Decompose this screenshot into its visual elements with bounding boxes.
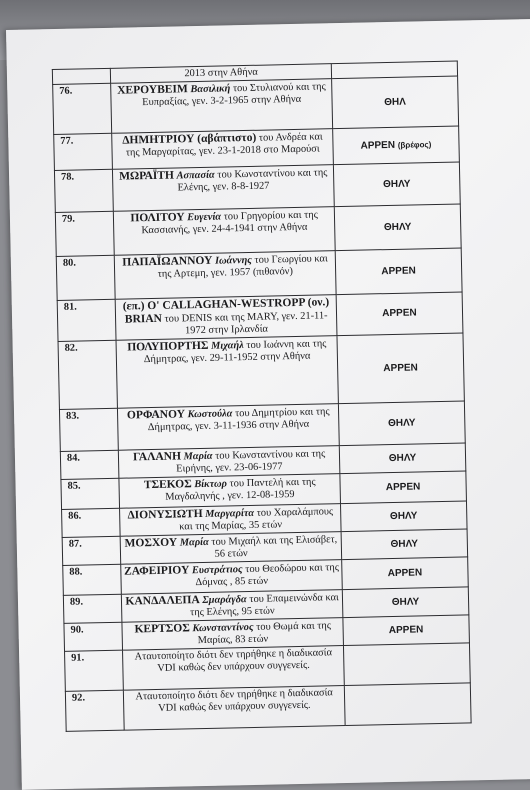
row-description xyxy=(112,129,333,170)
details: του Παντελή και της Μαγδαληνής , γεν. 12-08-1959 xyxy=(165,476,316,503)
given-name: Βασιλική xyxy=(190,83,231,96)
row-number xyxy=(55,211,114,256)
surname: ΚΕΡΤΣΟΣ xyxy=(134,622,190,636)
row-sex xyxy=(341,529,468,560)
row-number xyxy=(62,536,121,565)
row-number xyxy=(57,299,116,341)
row-number xyxy=(62,508,121,537)
sex-text: ΘΗΛΥ xyxy=(387,417,416,429)
sex-text: ΘΗΛΥ xyxy=(389,509,418,522)
details: του Μιχαήλ και της Ελισάβετ, 56 ετών xyxy=(211,534,338,560)
row-sex xyxy=(333,162,460,207)
table-row xyxy=(58,333,464,409)
surname: ΖΑΦΕΙΡΙΟΥ xyxy=(123,564,190,578)
row-sex xyxy=(335,248,462,295)
document-page xyxy=(6,19,530,790)
sex-text: ΑΡΡΕΝ xyxy=(387,566,423,579)
row-number-text: 85. xyxy=(67,480,81,492)
row-number-text: 88. xyxy=(69,566,83,578)
row-description xyxy=(111,79,332,134)
sex-text: ΑΡΡΕΝ xyxy=(360,139,396,152)
details: του Γεωργίου και της Αρτεμη, γεν. 1957 (πιθανόν) xyxy=(157,253,328,280)
given-name: Κωνσταντίνος xyxy=(192,621,254,635)
details: του Επαμεινώνδα και της Ελένης, 95 ετών xyxy=(189,592,339,619)
row-sex xyxy=(338,401,465,446)
given-name: Μιχαήλ xyxy=(210,340,244,352)
given-name: Ευγενία xyxy=(187,211,222,224)
details: του Χαραλάμπους και της Μαρίας, 35 ετών xyxy=(179,506,334,533)
row-sex xyxy=(342,587,469,618)
given-name: Ευστράτιος xyxy=(191,564,243,577)
sex-text: ΑΡΡΕΝ xyxy=(385,480,421,493)
row-number xyxy=(65,650,124,691)
details: του Γρηγορίου και της Κασσιανής, γεν. 24-4-1941 στην Αθήνα xyxy=(141,209,318,237)
row-number xyxy=(63,564,122,595)
row-number-text: 87. xyxy=(68,538,82,550)
sex-text: ΑΡΡΕΝ xyxy=(388,623,424,636)
row-number-text: 84. xyxy=(66,452,81,464)
surname: ΠΟΛΙΤΟΥ xyxy=(130,211,185,225)
table-body xyxy=(52,61,471,731)
row-number-text: 92. xyxy=(71,692,86,704)
row-number-text: 78. xyxy=(60,171,75,183)
row-sex xyxy=(343,615,470,646)
given-name: Μαρία xyxy=(179,536,209,549)
row-description xyxy=(116,295,337,341)
details: του Στυλιανού και της Ευπραξίας, γεν. 3-2-1965 στην Αθήνα xyxy=(142,81,326,109)
details: Αταυτοποίητο διότι δεν τηρήθηκε η διαδικασία VDI καθώς δεν υπάρχουν συγγενείς. xyxy=(134,647,333,674)
surname: ΔΗΜΗΤΡΙΟΥ (αβάπτιστο) xyxy=(122,131,257,147)
row-number-text: 77. xyxy=(60,135,74,147)
details: του Θωμά και της Μαρίας, 83 ετών xyxy=(197,620,332,647)
surname: (επ.) Ο' CALLAGHAN-WESTROPP (ον.) BRIAN xyxy=(122,296,330,326)
row-number xyxy=(58,340,118,409)
surname: ΔΙΟΝΥΣΙΩΤΗ xyxy=(127,507,203,522)
row-description xyxy=(113,165,334,212)
details: Αταυτοποίητο διότι δεν τηρήθηκε η διαδικασία VDI καθώς δεν υπάρχουν συγγενείς. xyxy=(135,687,333,714)
given-name: Κωστούλα xyxy=(187,408,233,421)
surname: ΜΩΡΑΪΤΗ xyxy=(119,169,175,183)
details: του Θεοδώρου και της Δόμνας , 85 ετών xyxy=(195,562,340,589)
surname: ΠΟΛΥΠΟΡΤΗΣ xyxy=(127,339,209,354)
table-row xyxy=(53,76,459,134)
surname: ΠΑΠΑΪΩΑΝΝΟΥ xyxy=(122,254,213,269)
row-sex xyxy=(340,501,467,532)
details: του Ιωάννη και της Δήμητρας, γεν. 29-11-1952 στην Αθήνα xyxy=(143,338,327,366)
row-description xyxy=(124,686,345,731)
given-name: Μαργαρίτα xyxy=(205,507,255,520)
row-number xyxy=(56,255,115,300)
row-number-text: 86. xyxy=(68,510,82,522)
row-sex xyxy=(337,333,465,404)
sex-text: ΘΗΛΥ xyxy=(382,178,411,190)
sex-note: (βρέφος) xyxy=(397,139,432,150)
row-number xyxy=(64,622,123,651)
row-sex xyxy=(336,292,463,336)
row-number-text: 90. xyxy=(70,624,84,636)
details: του Κωνσταντίνου και της Ελένης, γεν. 8-8-1927 xyxy=(177,167,328,194)
row-number-text: 80. xyxy=(62,257,77,269)
table-row xyxy=(65,683,471,731)
sex-text: ΑΡΡΕΝ xyxy=(383,361,418,374)
victims-table xyxy=(52,61,472,732)
row-number xyxy=(54,169,113,212)
row-description xyxy=(119,474,340,509)
row-number xyxy=(61,478,120,509)
row-number-text: 89. xyxy=(69,596,84,608)
details: του Δημητρίου και της Δήμητρας, γεν. 3-11-1936 στην Αθήνα xyxy=(147,406,330,434)
surname: ΤΣΕΚΟΣ xyxy=(143,478,192,492)
row-number-text: 81. xyxy=(63,301,77,313)
row-sex xyxy=(333,126,460,165)
sex-text: ΘΗΛΥ xyxy=(388,452,417,464)
given-name: Σμαράγδα xyxy=(202,594,247,607)
row-description xyxy=(118,404,339,451)
details: του DENIS και της MARY, γεν. 21-11-1972 στην Ιρλανδία xyxy=(164,310,328,337)
given-name: Βίκτωρ xyxy=(194,478,228,491)
details: του Ανδρέα και της Μαργαρίτας, γεν. 23-1-2018 στο Μαρούσι xyxy=(125,131,323,159)
number-cell xyxy=(52,68,111,84)
row-sex xyxy=(344,683,471,726)
row-number xyxy=(65,690,124,731)
sex-text: ΑΡΡΕΝ xyxy=(381,264,416,277)
row-sex xyxy=(339,443,466,474)
sex-text: ΘΗΛΥ xyxy=(383,221,412,233)
details: του Κωνσταντίνου και της Ειρήνης, γεν. 23-06-1977 xyxy=(176,448,326,475)
row-number xyxy=(59,408,118,451)
row-description xyxy=(116,336,338,409)
surname: ΚΑΝΔΑΛΕΠΑ xyxy=(125,594,200,608)
row-sex xyxy=(340,471,467,504)
row-description xyxy=(123,646,344,691)
row-number-text: 76. xyxy=(59,85,73,97)
given-name: Μαρία xyxy=(183,450,213,463)
row-number xyxy=(54,133,113,170)
row-number xyxy=(63,594,122,623)
row-number xyxy=(53,83,112,134)
row-number xyxy=(60,450,119,479)
sex-text: ΘΗΛΥ xyxy=(390,537,419,550)
row-number-text: 79. xyxy=(61,213,76,225)
surname: ΟΡΦΑΝΟΥ xyxy=(126,408,186,422)
row-number-text: 83. xyxy=(65,410,80,422)
given-name: Ιωάννης xyxy=(214,254,253,267)
surname: ΓΑΛΑΝΗ xyxy=(132,450,182,464)
row-number-text: 91. xyxy=(71,652,85,664)
given-name: Ασπασία xyxy=(176,169,215,182)
row-sex xyxy=(342,557,469,590)
sex-text: ΑΡΡΕΝ xyxy=(382,307,417,320)
row-sex xyxy=(334,204,461,251)
surname: ΧΕΡΟΥΒΕΙΜ xyxy=(117,83,188,97)
surname: ΜΟΣΧΟΥ xyxy=(124,536,178,550)
row-description xyxy=(114,207,335,256)
row-number-text: 82. xyxy=(64,342,78,354)
row-text: 2013 στην Αθήνα xyxy=(184,66,258,80)
sex-text: ΘΗΛΥ xyxy=(391,595,420,608)
row-description xyxy=(115,251,336,300)
row-sex xyxy=(343,643,470,686)
sex-text: ΘΗΛ xyxy=(384,96,406,108)
row-sex xyxy=(331,76,458,129)
row-description xyxy=(121,560,342,595)
